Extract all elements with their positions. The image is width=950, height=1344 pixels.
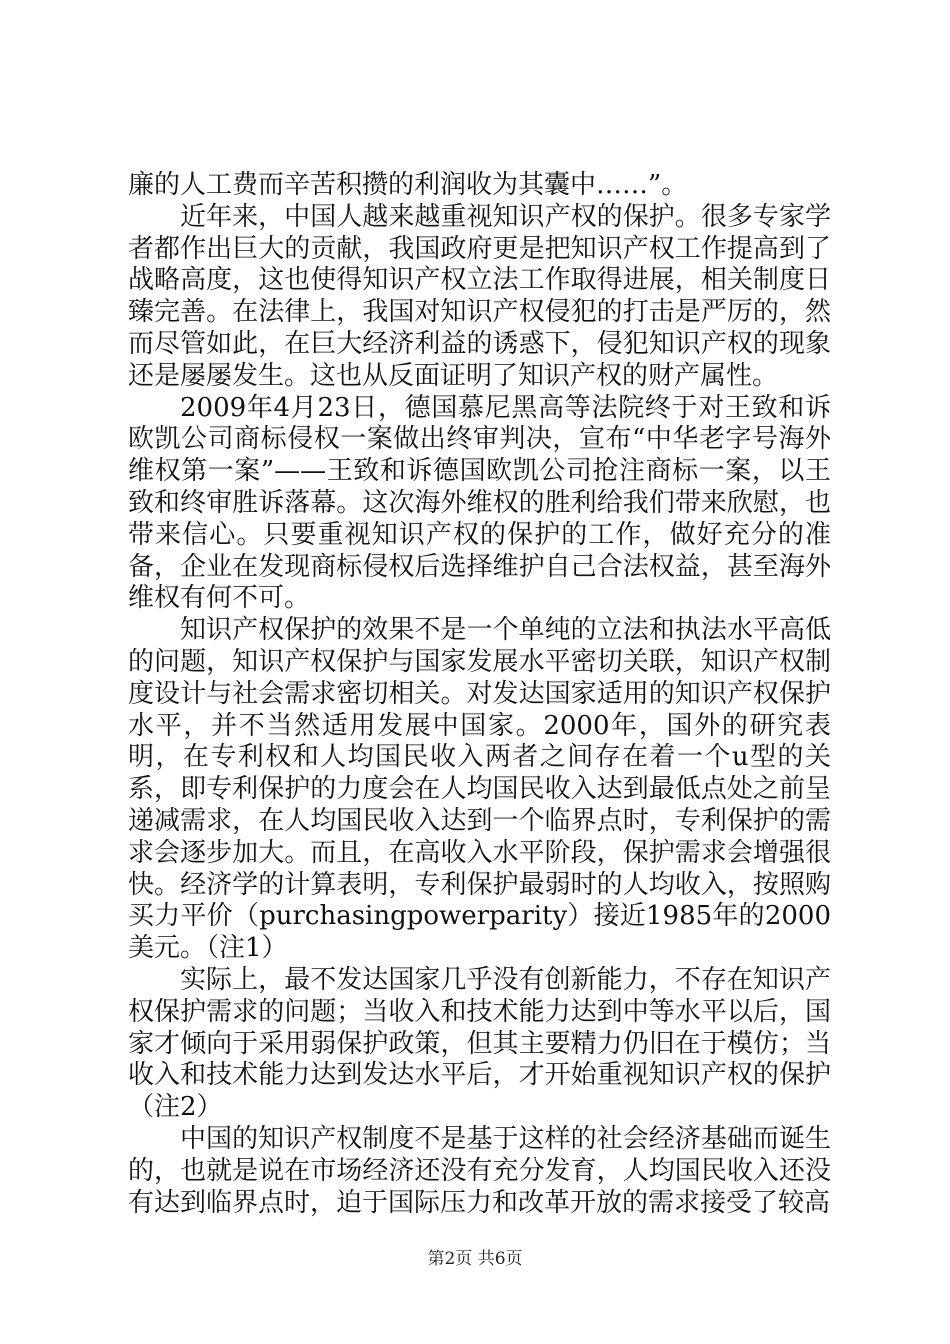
paragraph-wangzhihe-case: 2009年4月23日，德国慕尼黑高等法院终于对王致和诉欧凯公司商标侵权一案做出终审判决，宣布“中华老字号海外维权第一案”——王致和诉德国欧凯公司抢注商标一案，以王致和终审胜诉落幕。这次海外维权的胜利给我们带来欣慰，也带来信心。只要重视知识产权的保护的工作，做好充分的准备，企业在发现商标侵权后选择维护自己合法权益，甚至海外维权有何不可。: [128, 392, 831, 614]
body-text: [128, 170, 831, 1219]
paragraph-china-ip-system: 中国的知识产权制度不是基于这样的社会经济基础而诞生的，也就是说在市场经济还没有充分发育，人均国民收入还没有达到临界点时，迫于国际压力和改革开放的需求接受了较高: [128, 1123, 831, 1218]
paragraph-development-stages: 实际上，最不发达国家几乎没有创新能力，不存在知识产权保护需求的问题；当收入和技术能力达到中等水平以后，国家才倾向于采用弱保护政策，但其主要精力仍旧在于模仿；当收入和技术能力达到发达水平后，才开始重视知识产权的保护（注2）: [128, 964, 831, 1123]
paragraph-ip-importance: 近年来，中国人越来越重视知识产权的保护。很多专家学者都作出巨大的贡献，我国政府更是把知识产权工作提高到了战略高度，这也使得知识产权立法工作取得进展，相关制度日臻完善。在法律上，我国对知识产权侵犯的打击是严厉的，然而尽管如此，在巨大经济利益的诱惑下，侵犯知识产权的现象还是屡屡发生。这也从反面证明了知识产权的财产属性。: [128, 201, 831, 391]
page-number-footer: 第2页 共6页: [427, 1249, 523, 1269]
paragraph-continuation: 廉的人工费而辛苦积攒的利润收为其囊中……”。: [128, 170, 688, 200]
paragraph-protection-level: 知识产权保护的效果不是一个单纯的立法和执法水平高低的问题，知识产权保护与国家发展水平密切关联，知识产权制度设计与社会需求密切相关。对发达国家适用的知识产权保护水平，并不当然适用发展中国家。2000年，国外的研究表明，在专利权和人均国民收入两者之间存在着一个u型的关系，即专利保护的力度会在人均国民收入达到最低点处之前呈递减需求，在人均国民收入达到一个临界点时，专利保护的需求会逐步加大。而且，在高收入水平阶段，保护需求会增强很快。经济学的计算表明，专利保护最弱时的人均收入，按照购买力平价（purchasingpowerparity）接近1985年的2000美元。（注1）: [128, 615, 831, 964]
